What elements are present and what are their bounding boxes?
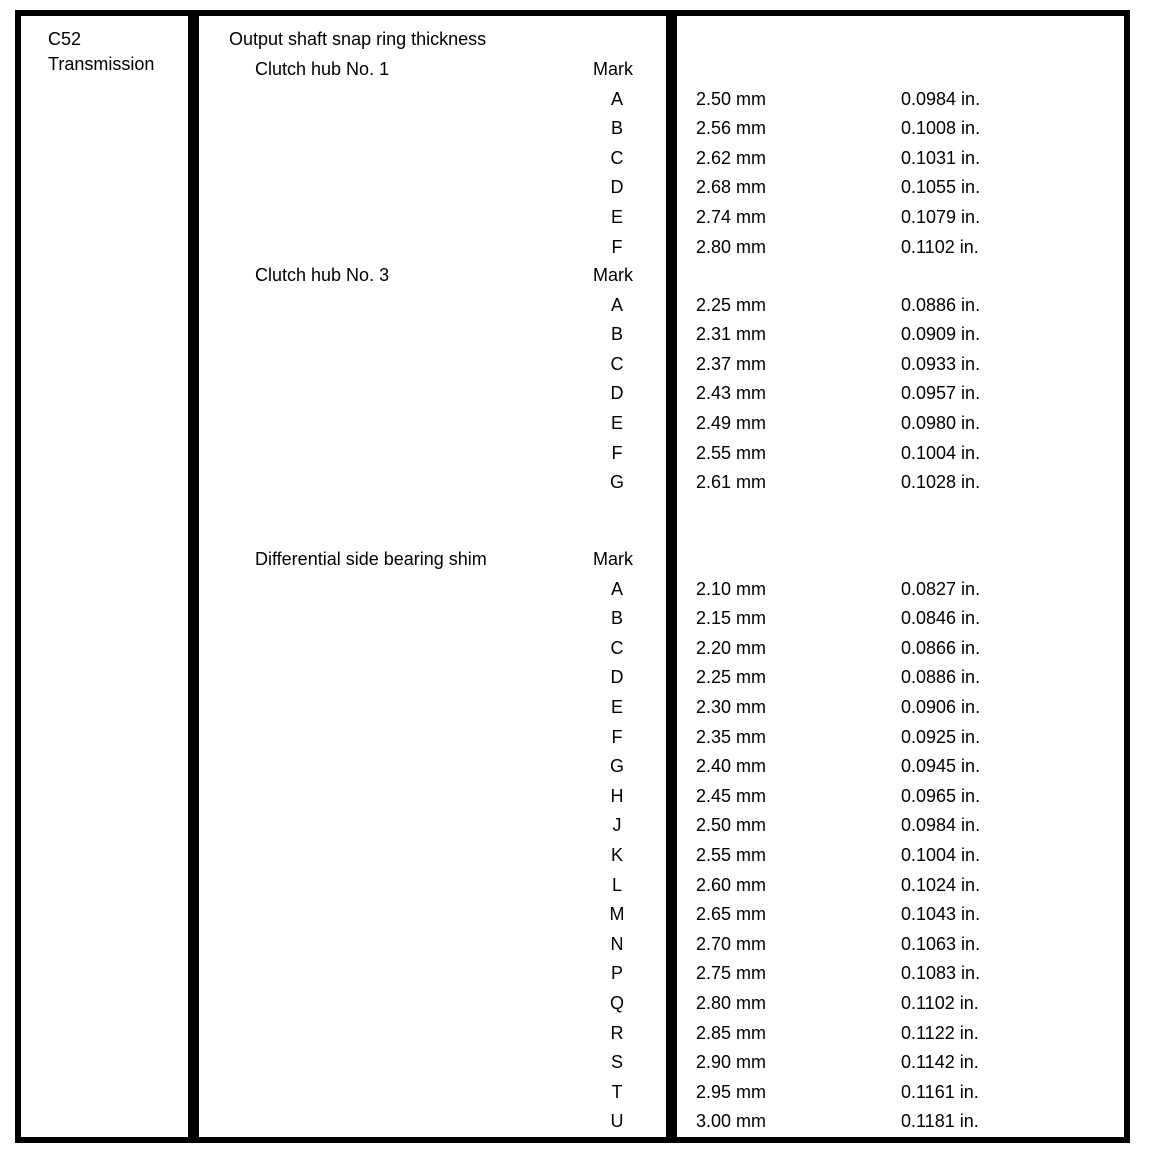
component-name: Transmission	[48, 54, 155, 74]
row-thickness-mm: 3.00 mm	[696, 1111, 767, 1132]
row-thickness-in: 0.1004 in.	[901, 845, 981, 865]
row-thickness-mm: 2.43 mm	[696, 383, 767, 404]
row-thickness-in: 0.0933 in.	[901, 353, 981, 374]
row-mark: H	[610, 785, 624, 806]
group-label: Differential side bearing shim	[255, 549, 487, 569]
row-mark: T	[611, 1081, 623, 1102]
row-mark: J	[612, 815, 622, 836]
mark-header: Mark	[593, 549, 633, 569]
row-thickness-mm: 2.90 mm	[696, 1052, 767, 1073]
row-thickness-in: 0.1008 in.	[901, 118, 981, 139]
row-thickness-mm: 2.10 mm	[696, 578, 767, 599]
row-thickness-in: 0.0909 in.	[901, 324, 981, 345]
row-mark: A	[610, 294, 623, 315]
row-mark: E	[610, 207, 623, 227]
row-mark: F	[611, 442, 623, 463]
row-thickness-mm: 2.37 mm	[696, 353, 767, 374]
row-mark: A	[610, 578, 623, 599]
row-thickness-in: 0.0984 in.	[901, 815, 981, 836]
row-thickness-mm: 2.62 mm	[696, 147, 767, 168]
row-mark: D	[610, 383, 624, 404]
row-mark: G	[609, 472, 624, 493]
row-mark: C	[610, 637, 624, 658]
row-thickness-mm: 2.68 mm	[696, 177, 767, 198]
row-mark: C	[610, 147, 624, 168]
row-thickness-mm: 2.50 mm	[696, 88, 767, 109]
row-thickness-mm: 2.55 mm	[696, 845, 767, 865]
row-thickness-mm: 2.85 mm	[696, 1022, 767, 1043]
row-thickness-in: 0.1102 in.	[901, 993, 979, 1013]
row-thickness-in: 0.1031 in.	[901, 147, 981, 168]
row-thickness-mm: 2.25 mm	[696, 294, 767, 315]
section-title: Output shaft snap ring thickness	[229, 29, 487, 49]
row-thickness-in: 0.0906 in.	[901, 697, 981, 717]
row-mark: F	[611, 236, 623, 257]
row-thickness-mm: 2.55 mm	[696, 442, 767, 463]
row-thickness-in: 0.1055 in.	[901, 177, 981, 198]
row-thickness-mm: 2.30 mm	[696, 697, 767, 717]
row-mark: R	[610, 1022, 624, 1043]
row-thickness-mm: 2.70 mm	[696, 933, 767, 954]
row-thickness-in: 0.0980 in.	[901, 413, 981, 433]
group-label: Clutch hub No. 3	[255, 265, 390, 285]
group-label: Clutch hub No. 1	[255, 59, 390, 79]
column-divider-left	[188, 10, 199, 1143]
row-thickness-mm: 2.20 mm	[696, 637, 767, 658]
row-thickness-mm: 2.61 mm	[696, 472, 767, 493]
row-thickness-in: 0.1024 in.	[901, 874, 981, 895]
row-thickness-in: 0.1004 in.	[901, 442, 981, 463]
row-thickness-in: 0.0965 in.	[901, 785, 981, 806]
row-thickness-in: 0.1043 in.	[901, 904, 981, 925]
row-thickness-mm: 2.74 mm	[696, 207, 767, 227]
row-thickness-mm: 2.31 mm	[696, 324, 767, 345]
row-thickness-in: 0.1028 in.	[901, 472, 981, 493]
row-mark: L	[611, 874, 622, 895]
row-thickness-in: 0.1083 in.	[901, 963, 981, 984]
row-thickness-mm: 2.40 mm	[696, 756, 767, 777]
row-thickness-in: 0.1181 in.	[901, 1111, 979, 1132]
row-thickness-in: 0.0984 in.	[901, 88, 981, 109]
row-thickness-in: 0.0886 in.	[901, 667, 981, 688]
row-thickness-mm: 2.95 mm	[696, 1081, 767, 1102]
row-mark: F	[611, 726, 623, 747]
row-thickness-in: 0.0827 in.	[901, 578, 981, 599]
row-thickness-in: 0.0846 in.	[901, 608, 981, 629]
row-thickness-mm: 2.80 mm	[696, 993, 767, 1013]
row-thickness-mm: 2.75 mm	[696, 963, 767, 984]
row-thickness-mm: 2.15 mm	[696, 608, 767, 629]
row-thickness-mm: 2.25 mm	[696, 667, 767, 688]
row-mark: S	[610, 1052, 623, 1073]
model-code: C52	[48, 29, 82, 49]
row-mark: C	[610, 353, 624, 374]
mark-header: Mark	[593, 59, 633, 79]
row-mark: B	[610, 608, 623, 629]
row-thickness-in: 0.1122 in.	[901, 1022, 979, 1043]
row-thickness-mm: 2.56 mm	[696, 118, 767, 139]
row-thickness-in: 0.1142 in.	[901, 1052, 979, 1073]
row-mark: B	[610, 118, 623, 139]
row-mark: U	[610, 1111, 624, 1132]
row-thickness-in: 0.0925 in.	[901, 726, 981, 747]
row-mark: G	[609, 756, 624, 777]
row-thickness-in: 0.0886 in.	[901, 294, 981, 315]
row-thickness-mm: 2.80 mm	[696, 236, 767, 257]
mark-header: Mark	[593, 265, 633, 285]
row-mark: P	[610, 963, 623, 984]
row-mark: N	[610, 933, 624, 954]
row-thickness-mm: 2.35 mm	[696, 726, 767, 747]
row-thickness-in: 0.0945 in.	[901, 756, 981, 777]
row-thickness-mm: 2.50 mm	[696, 815, 767, 836]
row-mark: B	[610, 324, 623, 345]
row-thickness-mm: 2.45 mm	[696, 785, 767, 806]
row-mark: M	[609, 904, 625, 925]
column-divider-right	[666, 10, 677, 1143]
row-mark: A	[610, 88, 623, 109]
row-mark: K	[610, 845, 623, 865]
row-mark: E	[610, 413, 623, 433]
row-mark: D	[610, 177, 624, 198]
row-thickness-in: 0.1079 in.	[901, 207, 981, 227]
row-thickness-mm: 2.65 mm	[696, 904, 767, 925]
row-thickness-mm: 2.49 mm	[696, 413, 767, 433]
row-mark: E	[610, 697, 623, 717]
row-thickness-in: 0.1063 in.	[901, 933, 981, 954]
row-mark: D	[610, 667, 624, 688]
row-thickness-in: 0.1161 in.	[901, 1081, 979, 1102]
row-thickness-in: 0.1102 in.	[901, 236, 979, 257]
row-mark: Q	[609, 993, 624, 1013]
row-thickness-in: 0.0957 in.	[901, 383, 981, 404]
row-thickness-in: 0.0866 in.	[901, 637, 981, 658]
row-thickness-mm: 2.60 mm	[696, 874, 767, 895]
